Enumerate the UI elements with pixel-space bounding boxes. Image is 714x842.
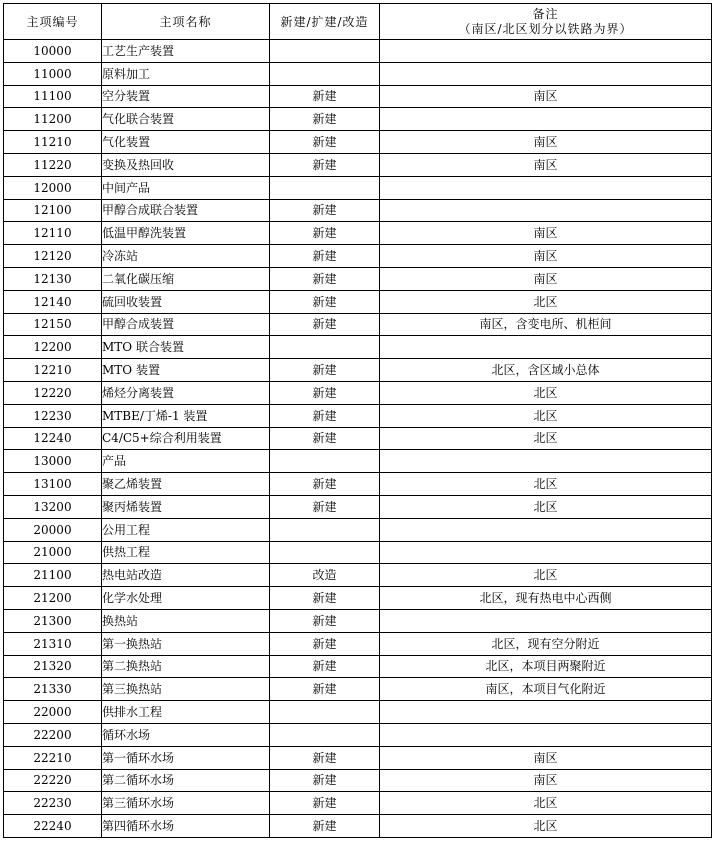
cell-item-name: 二氧化碳压缩 [102, 267, 270, 290]
cell-item-code: 12200 [4, 336, 102, 359]
cell-item-name: 产品 [102, 450, 270, 473]
table-row [4, 290, 712, 313]
cell-remark [380, 199, 712, 222]
cell-remark: 南区 [380, 267, 712, 290]
table-row [4, 450, 712, 473]
cell-remark [380, 541, 712, 564]
cell-build-type: 新建 [270, 495, 380, 518]
cell-item-name: 空分装置 [102, 85, 270, 108]
cell-item-name: 化学水处理 [102, 587, 270, 610]
cell-item-code: 12220 [4, 381, 102, 404]
cell-build-type: 新建 [270, 746, 380, 769]
cell-remark [380, 450, 712, 473]
cell-build-type: 新建 [270, 609, 380, 632]
project-items-table [3, 3, 712, 838]
cell-build-type: 新建 [270, 267, 380, 290]
table-row [4, 199, 712, 222]
cell-item-name: C4/C5+综合利用装置 [102, 427, 270, 450]
cell-item-name: 聚乙烯装置 [102, 473, 270, 496]
cell-item-code: 11000 [4, 62, 102, 85]
cell-remark: 南区，本项目气化附近 [380, 678, 712, 701]
header-type: 新建/扩建/改造 [270, 4, 380, 40]
cell-build-type [270, 336, 380, 359]
table-row [4, 678, 712, 701]
table-header-row [4, 4, 712, 40]
cell-item-name: 烯烃分离装置 [102, 381, 270, 404]
cell-item-name: MTO 装置 [102, 359, 270, 382]
cell-build-type [270, 723, 380, 746]
cell-remark: 南区 [380, 769, 712, 792]
cell-remark: 北区 [380, 404, 712, 427]
cell-item-code: 12150 [4, 313, 102, 336]
cell-build-type: 新建 [270, 381, 380, 404]
cell-remark: 南区 [380, 131, 712, 154]
cell-build-type [270, 541, 380, 564]
table-row [4, 153, 712, 176]
cell-remark: 北区，本项目两聚附近 [380, 655, 712, 678]
header-name: 主项名称 [102, 4, 270, 40]
cell-remark: 南区 [380, 222, 712, 245]
table-row [4, 108, 712, 131]
table-row [4, 359, 712, 382]
cell-item-name: 第一换热站 [102, 632, 270, 655]
cell-item-name: 第三循环水场 [102, 792, 270, 815]
cell-build-type: 新建 [270, 655, 380, 678]
cell-item-name: 中间产品 [102, 176, 270, 199]
cell-item-code: 13200 [4, 495, 102, 518]
cell-item-name: 气化联合装置 [102, 108, 270, 131]
cell-remark [380, 336, 712, 359]
cell-build-type: 新建 [270, 245, 380, 268]
cell-item-code: 22200 [4, 723, 102, 746]
cell-remark: 北区，现有空分附近 [380, 632, 712, 655]
cell-build-type: 新建 [270, 85, 380, 108]
cell-item-code: 21300 [4, 609, 102, 632]
cell-remark: 北区 [380, 290, 712, 313]
cell-build-type: 新建 [270, 153, 380, 176]
cell-item-name: 第二换热站 [102, 655, 270, 678]
table-row [4, 381, 712, 404]
header-code: 主项编号 [4, 4, 102, 40]
cell-build-type: 新建 [270, 108, 380, 131]
cell-remark [380, 40, 712, 63]
cell-item-name: 供热工程 [102, 541, 270, 564]
table-row [4, 427, 712, 450]
table-row [4, 267, 712, 290]
cell-item-code: 12120 [4, 245, 102, 268]
cell-remark [380, 723, 712, 746]
header-remark [380, 4, 712, 40]
cell-build-type: 新建 [270, 792, 380, 815]
cell-item-code: 13000 [4, 450, 102, 473]
cell-remark: 南区，含变电所、机柜间 [380, 313, 712, 336]
cell-build-type: 改造 [270, 564, 380, 587]
cell-item-code: 10000 [4, 40, 102, 63]
cell-build-type [270, 450, 380, 473]
table-row [4, 222, 712, 245]
cell-item-code: 11220 [4, 153, 102, 176]
cell-item-code: 12240 [4, 427, 102, 450]
cell-build-type [270, 518, 380, 541]
table-row [4, 701, 712, 724]
cell-item-name: 工艺生产装置 [102, 40, 270, 63]
cell-build-type: 新建 [270, 313, 380, 336]
table-row [4, 632, 712, 655]
cell-build-type: 新建 [270, 359, 380, 382]
cell-item-name: 甲醇合成装置 [102, 313, 270, 336]
cell-item-code: 22240 [4, 815, 102, 838]
table-row [4, 723, 712, 746]
cell-remark: 北区 [380, 564, 712, 587]
cell-item-name: MTO 联合装置 [102, 336, 270, 359]
cell-remark: 南区 [380, 85, 712, 108]
table-row [4, 609, 712, 632]
table-row [4, 769, 712, 792]
cell-item-code: 12210 [4, 359, 102, 382]
cell-remark: 南区 [380, 245, 712, 268]
table-row [4, 495, 712, 518]
table-row [4, 176, 712, 199]
cell-build-type: 新建 [270, 199, 380, 222]
cell-build-type: 新建 [270, 290, 380, 313]
cell-item-name: 第四循环水场 [102, 815, 270, 838]
header-remark-title: 备注 [532, 6, 559, 21]
cell-remark [380, 609, 712, 632]
cell-item-code: 21100 [4, 564, 102, 587]
cell-build-type [270, 40, 380, 63]
cell-item-code: 12110 [4, 222, 102, 245]
cell-item-name: 甲醇合成联合装置 [102, 199, 270, 222]
cell-item-code: 20000 [4, 518, 102, 541]
cell-remark: 北区 [380, 792, 712, 815]
cell-item-code: 12100 [4, 199, 102, 222]
cell-item-code: 21320 [4, 655, 102, 678]
cell-build-type: 新建 [270, 222, 380, 245]
cell-build-type: 新建 [270, 632, 380, 655]
cell-item-code: 22210 [4, 746, 102, 769]
table-row [4, 336, 712, 359]
cell-item-name: 变换及热回收 [102, 153, 270, 176]
cell-remark: 北区 [380, 427, 712, 450]
cell-remark: 北区 [380, 381, 712, 404]
table-row [4, 655, 712, 678]
table-row [4, 40, 712, 63]
cell-item-name: 硫回收装置 [102, 290, 270, 313]
cell-remark [380, 62, 712, 85]
table-row [4, 473, 712, 496]
cell-item-name: 第三换热站 [102, 678, 270, 701]
cell-build-type: 新建 [270, 678, 380, 701]
cell-item-name: 循环水场 [102, 723, 270, 746]
cell-item-name: 供排水工程 [102, 701, 270, 724]
cell-build-type: 新建 [270, 815, 380, 838]
cell-build-type [270, 176, 380, 199]
cell-remark: 南区 [380, 746, 712, 769]
cell-build-type: 新建 [270, 131, 380, 154]
cell-item-name: 第一循环水场 [102, 746, 270, 769]
cell-build-type [270, 701, 380, 724]
cell-item-code: 21310 [4, 632, 102, 655]
cell-item-name: 换热站 [102, 609, 270, 632]
cell-item-code: 21330 [4, 678, 102, 701]
header-remark-note: （南区/北区划分以铁路为界） [458, 21, 633, 36]
cell-item-code: 21200 [4, 587, 102, 610]
cell-remark [380, 176, 712, 199]
cell-build-type: 新建 [270, 404, 380, 427]
table-row [4, 564, 712, 587]
cell-build-type: 新建 [270, 769, 380, 792]
table-row [4, 245, 712, 268]
cell-item-code: 12230 [4, 404, 102, 427]
cell-remark: 南区 [380, 153, 712, 176]
cell-build-type: 新建 [270, 473, 380, 496]
cell-item-name: 气化装置 [102, 131, 270, 154]
cell-item-code: 22230 [4, 792, 102, 815]
cell-item-code: 12130 [4, 267, 102, 290]
cell-remark: 北区，现有热电中心西侧 [380, 587, 712, 610]
cell-remark: 北区 [380, 495, 712, 518]
table-row [4, 587, 712, 610]
table-row [4, 746, 712, 769]
cell-item-name: 热电站改造 [102, 564, 270, 587]
cell-item-code: 12000 [4, 176, 102, 199]
cell-item-code: 22220 [4, 769, 102, 792]
table-row [4, 62, 712, 85]
table-row [4, 404, 712, 427]
cell-build-type: 新建 [270, 587, 380, 610]
cell-item-name: 冷冻站 [102, 245, 270, 268]
cell-item-name: 低温甲醇洗装置 [102, 222, 270, 245]
cell-item-name: 第二循环水场 [102, 769, 270, 792]
cell-remark [380, 108, 712, 131]
cell-item-code: 22000 [4, 701, 102, 724]
table-row [4, 541, 712, 564]
cell-item-name: 原料加工 [102, 62, 270, 85]
cell-remark [380, 701, 712, 724]
table-row [4, 792, 712, 815]
cell-item-code: 11210 [4, 131, 102, 154]
cell-build-type: 新建 [270, 427, 380, 450]
cell-item-code: 13100 [4, 473, 102, 496]
cell-item-name: 公用工程 [102, 518, 270, 541]
cell-remark: 北区 [380, 473, 712, 496]
table-row [4, 815, 712, 838]
cell-item-code: 11200 [4, 108, 102, 131]
cell-remark [380, 518, 712, 541]
cell-build-type [270, 62, 380, 85]
table-row [4, 518, 712, 541]
table-row [4, 85, 712, 108]
cell-item-code: 11100 [4, 85, 102, 108]
cell-remark: 北区，含区域小总体 [380, 359, 712, 382]
table-row [4, 313, 712, 336]
cell-item-code: 21000 [4, 541, 102, 564]
cell-item-code: 12140 [4, 290, 102, 313]
cell-item-name: 聚丙烯装置 [102, 495, 270, 518]
cell-item-name: MTBE/丁烯-1 装置 [102, 404, 270, 427]
table-row [4, 131, 712, 154]
cell-remark: 北区 [380, 815, 712, 838]
table-body [4, 40, 712, 838]
